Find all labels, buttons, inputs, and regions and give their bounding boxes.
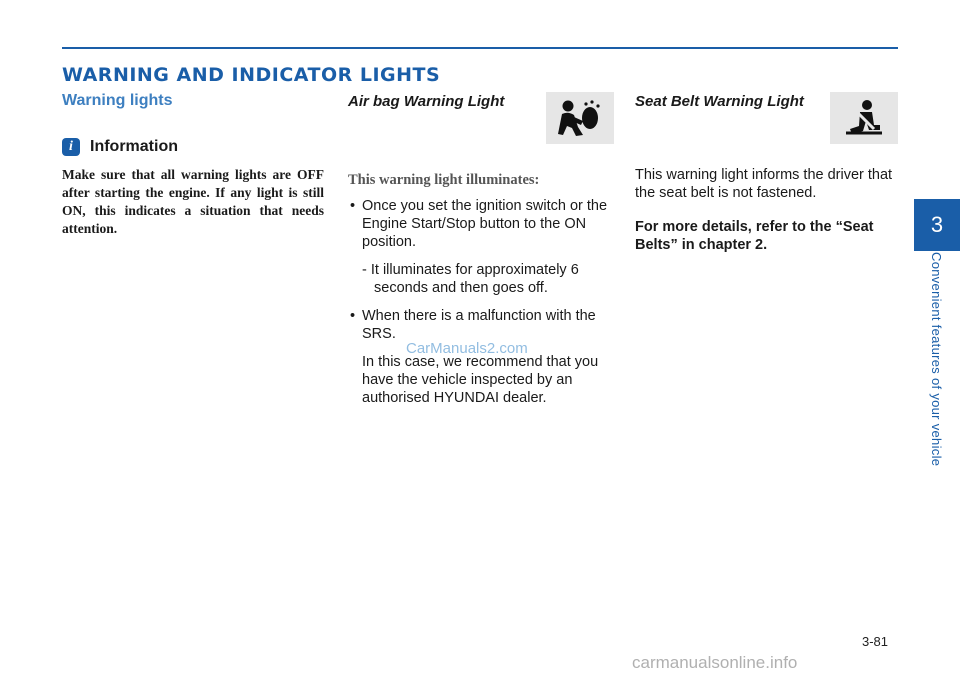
sub-item-duration: - It illuminates for approximately 6 seconds and then goes off. xyxy=(362,262,579,296)
information-icon: i xyxy=(62,138,80,156)
seatbelt-reference-note: For more details, refer to the “Seat Belts” in chapter 2. xyxy=(635,219,874,253)
information-title: Information xyxy=(90,138,178,155)
information-header xyxy=(62,138,324,156)
bullet-malfunction: • When there is a malfunction with the SRS. xyxy=(348,307,614,343)
seatbelt-icon-box xyxy=(830,92,898,144)
recommendation-paragraph: In this case, we recommend that you have the vehicle inspected by an authorised HYUNDAI dealer. xyxy=(362,354,599,406)
seatbelt-title: Seat Belt Warning Light xyxy=(635,93,804,110)
column-warning-lights xyxy=(62,92,324,238)
seat-belt-icon xyxy=(844,99,884,137)
illuminates-heading: This warning light illuminates: xyxy=(348,172,540,188)
carmanuals-watermark: CarManuals2.com xyxy=(406,340,528,357)
airbag-icon-box xyxy=(546,92,614,144)
bullet-ignition: • Once you set the ignition switch or the Engine Start/Stop button to the ON position. xyxy=(348,197,614,251)
airbag-person-icon xyxy=(557,99,603,137)
column-airbag-warning xyxy=(348,92,614,417)
airbag-header xyxy=(348,92,614,144)
seatbelt-description: This warning light informs the driver that the seat belt is not fastened. xyxy=(635,167,893,201)
page-number: 3-81 xyxy=(862,634,889,649)
chapter-tab: 3 xyxy=(914,199,960,251)
information-body: Make sure that all warning lights are OFF after starting the engine. If any light is still ON, this indicates a situation that needs attention. xyxy=(62,167,324,236)
footer-watermark: carmanualsonline.info xyxy=(632,653,798,672)
top-divider xyxy=(62,47,898,49)
section-title: WARNING AND INDICATOR LIGHTS xyxy=(62,64,441,86)
warning-lights-heading: Warning lights xyxy=(62,92,173,109)
chapter-side-label: Convenient features of your vehicle xyxy=(929,252,944,467)
seatbelt-header xyxy=(635,92,898,144)
column-seatbelt-warning xyxy=(635,92,898,254)
airbag-title: Air bag Warning Light xyxy=(348,93,505,110)
